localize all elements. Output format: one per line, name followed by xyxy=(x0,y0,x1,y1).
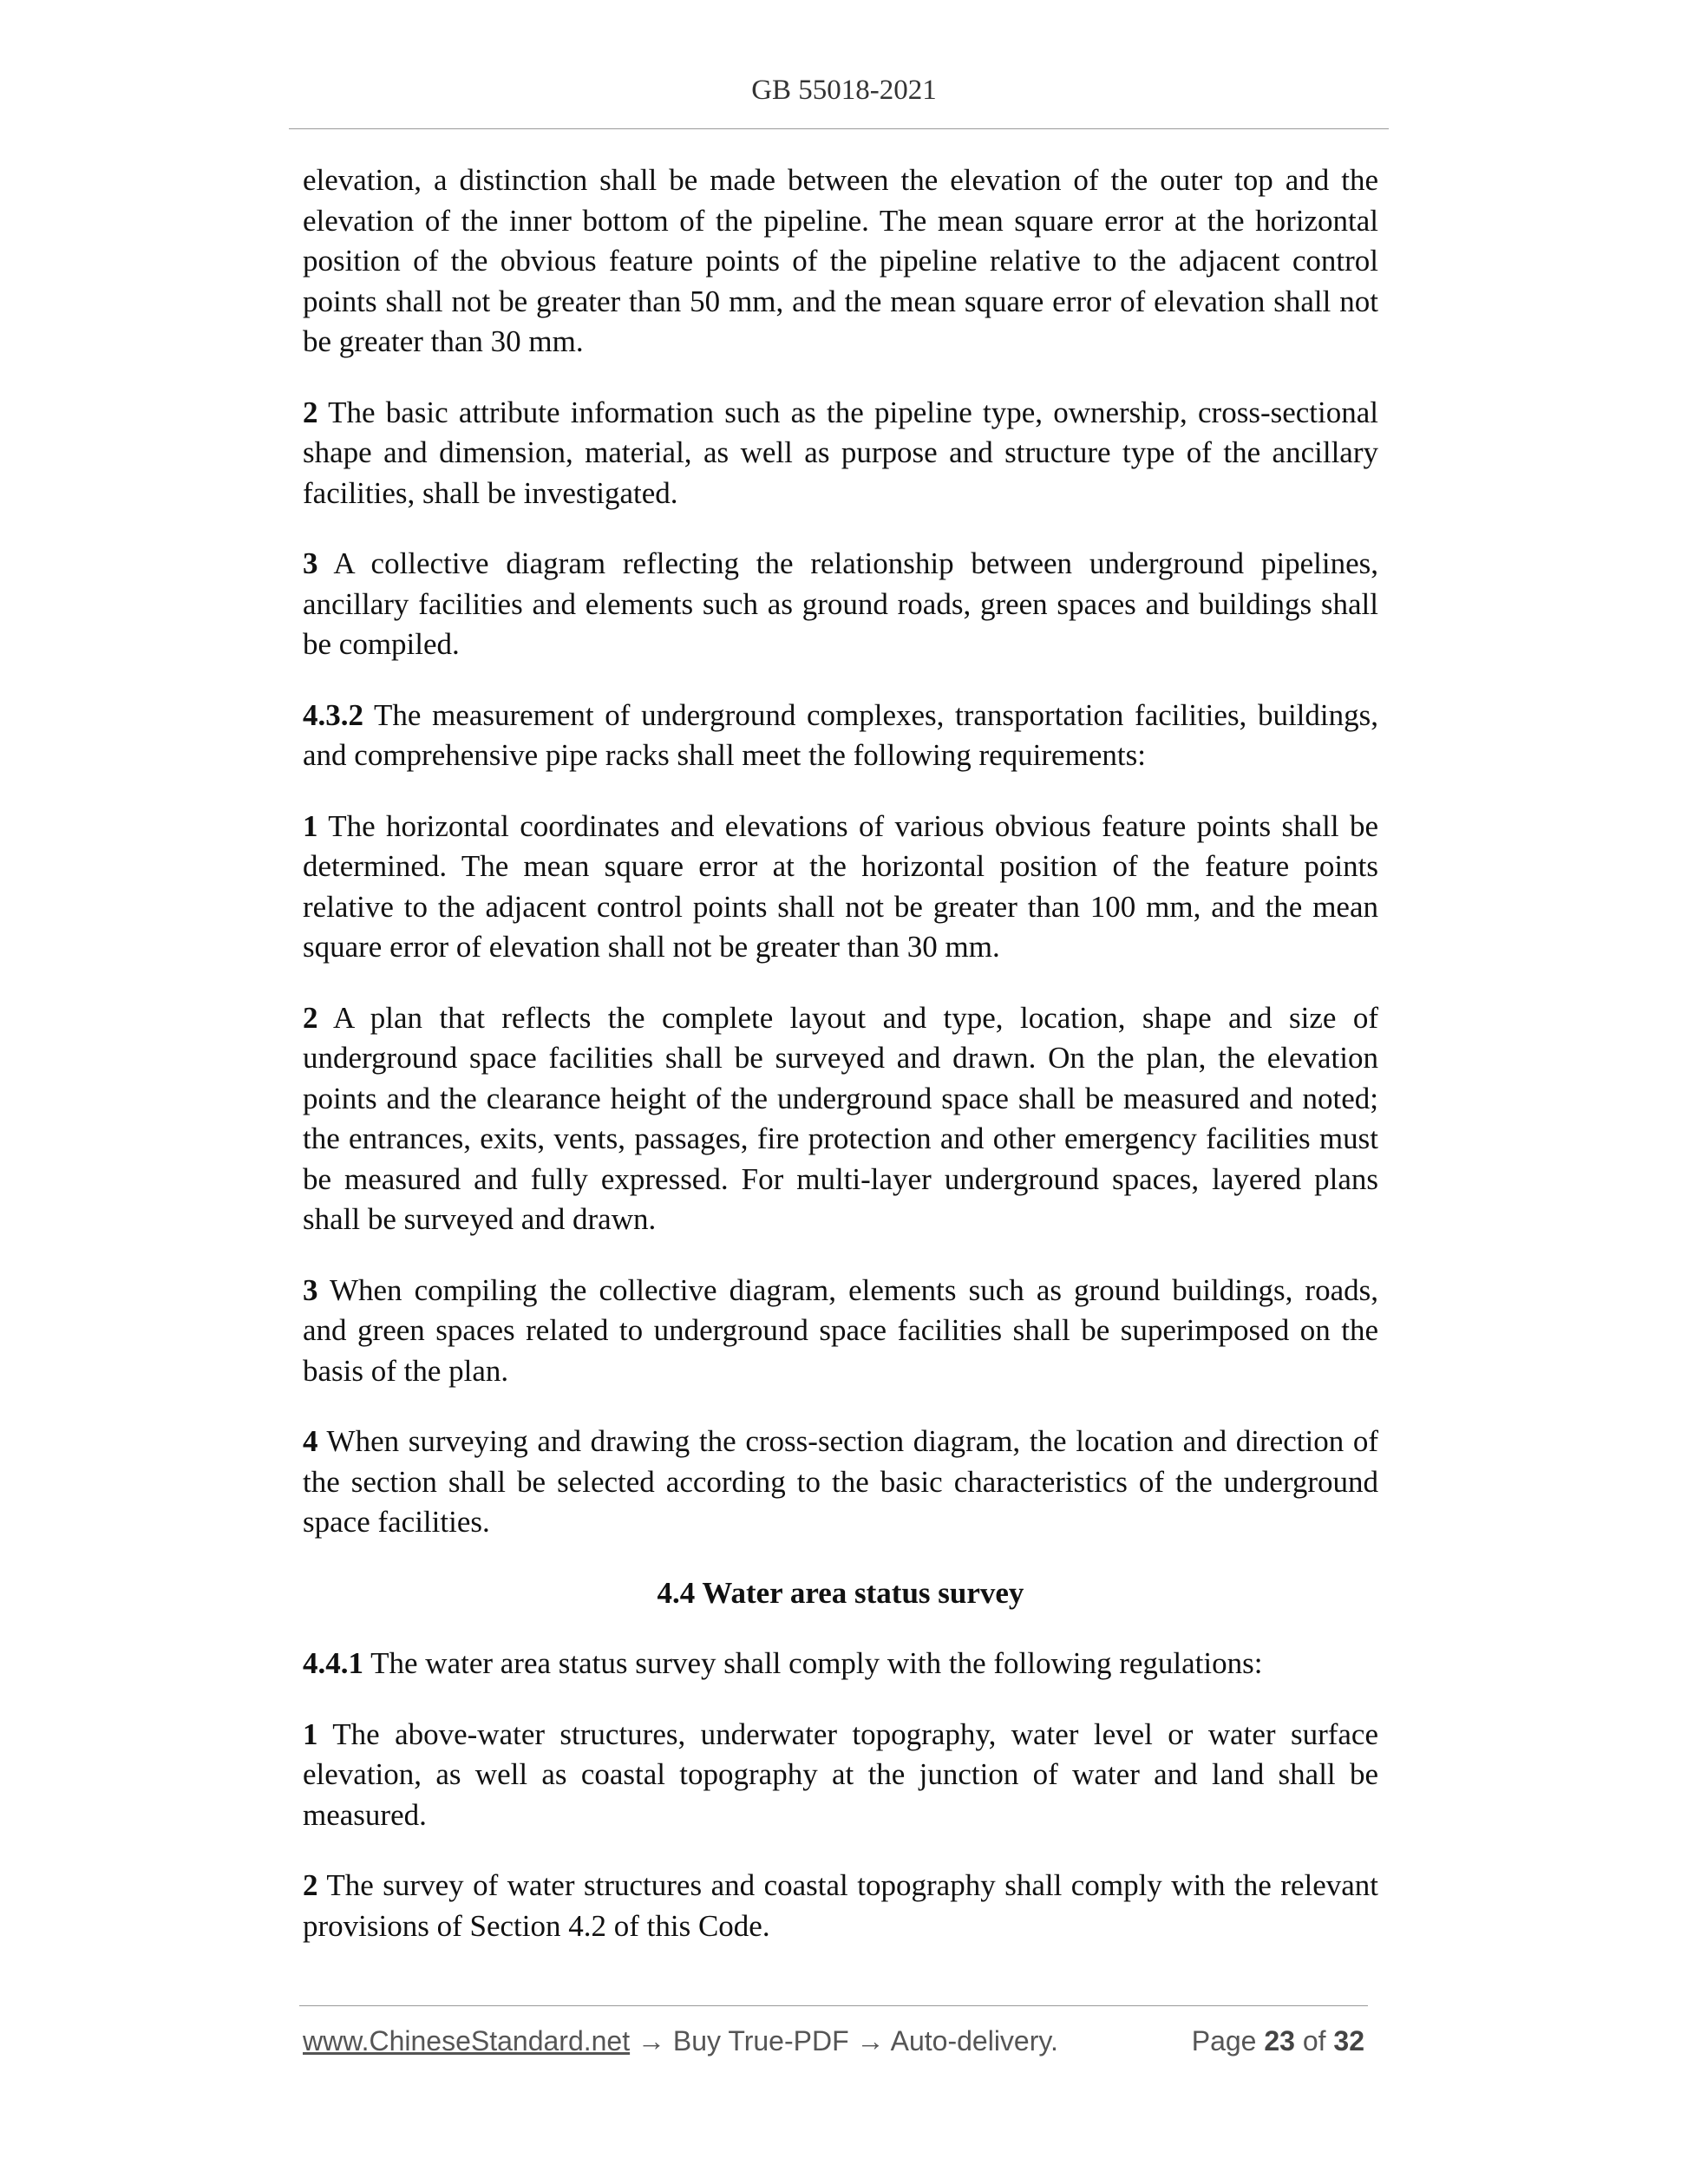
paragraph xyxy=(303,807,1378,968)
clause-number: 3 xyxy=(303,1272,318,1307)
header-divider xyxy=(289,128,1389,129)
paragraph-text: When surveying and drawing the cross-section diagram, the location and direction of the section shall be selected according to the basic characteristics of the underground space facilities. xyxy=(303,1424,1379,1539)
document-code-header: GB 55018-2021 xyxy=(751,75,937,106)
paragraph xyxy=(303,1866,1378,1946)
clause-number: 3 xyxy=(303,546,318,580)
clause-number: 4.3.2 xyxy=(303,697,363,732)
paragraph-text: The above-water structures, underwater topography, water level or water surface elevation, as well as coastal topography at the junction of water and land shall be measured. xyxy=(303,1716,1378,1832)
clause-number: 1 xyxy=(303,1716,318,1751)
footer-promo xyxy=(303,2025,1058,2057)
paragraph-text: The basic attribute information such as the pipeline type, ownership, cross-sectional shape and dimension, material, as well as purpose and structure type of the ancillary facilities, shall be investigated. xyxy=(303,395,1378,510)
current-page-number: 23 xyxy=(1264,2025,1295,2056)
paragraph-text: The horizontal coordinates and elevations of various obvious feature points shall be determined. The mean square error at the horizontal position of the feature points relative to the adjacent control points shall not be greater than 100 mm, and the mean square error of elevation shall not be greater than 30 mm. xyxy=(303,808,1378,964)
total-pages-number: 32 xyxy=(1333,2025,1364,2056)
buy-true-pdf-text: Buy True-PDF xyxy=(672,2025,849,2056)
of-label: of xyxy=(1302,2025,1326,2056)
paragraph-text: elevation, a distinction shall be made between the elevation of the outer top and the elevation of the inner bottom of the pipeline. The mean square error at the horizontal position of the obvious feature points of the pipeline relative to the adjacent control points shall not be greater than 50 mm, and the mean square error of elevation shall not be greater than 30 mm. xyxy=(303,163,1378,358)
arrow-right-icon: → xyxy=(856,2025,885,2056)
paragraph-text: A plan that reflects the complete layout and type, location, shape and size of underground space facilities shall be surveyed and drawn. On the plan, the elevation points and the clearance height of the underground space shall be measured and noted; the entrances, exits, vents, passages, fire protection and other emergency facilities must be measured and fully expressed. For multi-layer underground spaces, layered plans shall be surveyed and drawn. xyxy=(303,1000,1378,1236)
auto-delivery-text: Auto-delivery. xyxy=(890,2025,1058,2056)
paragraph xyxy=(303,1271,1378,1392)
paragraph-text: The measurement of underground complexes, transportation facilities, buildings, and comprehensive pipe racks shall meet the following requirements: xyxy=(303,697,1378,772)
page-number xyxy=(1192,2025,1364,2057)
paragraph xyxy=(303,696,1378,776)
clause-number: 2 xyxy=(303,395,318,429)
clause-number: 2 xyxy=(303,1000,318,1035)
paragraph xyxy=(303,1644,1378,1684)
paragraph xyxy=(303,160,1378,363)
section-heading: 4.4 Water area status survey xyxy=(657,1575,1024,1610)
page-label: Page xyxy=(1191,2025,1257,2056)
paragraph xyxy=(303,544,1378,665)
clause-number: 4 xyxy=(303,1424,318,1458)
clause-number: 4.4.1 xyxy=(303,1646,363,1680)
paragraph-text: A collective diagram reflecting the relationship between underground pipelines, ancillary facilities and elements such as ground roads, green spaces and buildings shall be compiled. xyxy=(303,546,1378,661)
chinesestandard-link[interactable]: www.ChineseStandard.net xyxy=(303,2025,631,2056)
paragraph xyxy=(303,998,1378,1240)
paragraph-text: The survey of water structures and coastal topography shall comply with the relevant provisions of Section 4.2 of this Code. xyxy=(303,1868,1378,1943)
arrow-right-icon: → xyxy=(638,2025,665,2056)
clause-number: 2 xyxy=(303,1868,318,1902)
page-body xyxy=(303,160,1378,1977)
clause-number: 1 xyxy=(303,808,318,843)
paragraph xyxy=(303,1422,1378,1543)
paragraph xyxy=(303,1715,1378,1836)
footer-divider xyxy=(299,2005,1368,2006)
paragraph-text: The water area status survey shall comply with the following regulations: xyxy=(370,1646,1263,1680)
paragraph-text: When compiling the collective diagram, elements such as ground buildings, roads, and green spaces related to underground space facilities shall be superimposed on the basis of the plan. xyxy=(303,1272,1378,1388)
paragraph xyxy=(303,393,1378,514)
page-footer xyxy=(303,2025,1364,2065)
